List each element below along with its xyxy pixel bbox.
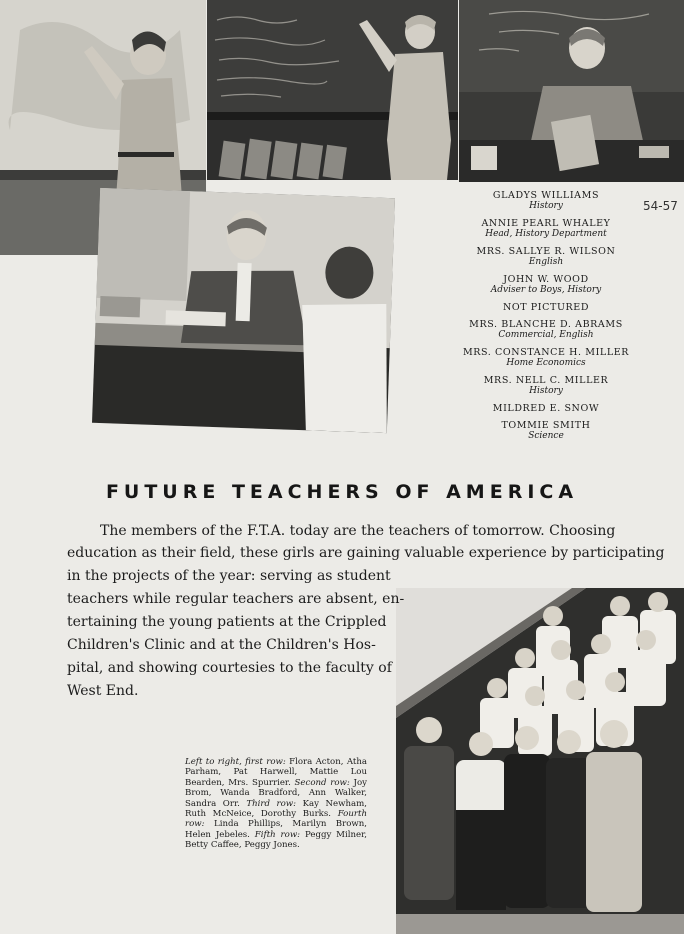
faculty-role: English	[528, 257, 564, 267]
faculty-role: Adviser to Boys, History	[490, 285, 602, 295]
body-line: in the projects of the year: serving as student	[67, 568, 391, 584]
faculty-name: MILDRED E. SNOW	[492, 403, 600, 414]
caption-row-label: Left to right, first row:	[185, 757, 290, 767]
caption-names: Kay Newham, Ruth McNeice, Dorothy Burks.	[185, 798, 367, 820]
body-line: teachers while regular teachers are absent, en-	[67, 591, 405, 607]
faculty-name: JOHN W. WOOD	[503, 274, 589, 285]
faculty-entry	[456, 375, 636, 397]
faculty-entry	[456, 420, 636, 442]
caption-names: Linda Phillips, Marilyn Brown, Helen Jebeles.	[185, 819, 368, 840]
faculty-entry	[456, 218, 636, 240]
faculty-entry	[456, 403, 636, 414]
faculty-role: Home Economics	[506, 358, 586, 368]
faculty-name: MRS. NELL C. MILLER	[483, 375, 609, 386]
body-line: Children's Clinic and at the Children's Hos-	[67, 637, 376, 653]
caption-names: Peggy Milner, Betty Caffee, Peggy Jones.	[185, 829, 367, 851]
faculty-entry	[456, 347, 636, 369]
photo-fta-group	[396, 588, 684, 934]
body-line: The members of the F.T.A. today are the teachers of tomorrow. Choosing	[100, 523, 616, 539]
caption-names: Flora Acton, Atha Parham, Pat Harwell, Mattie Lou Bearden, Mrs. Spurrier.	[185, 757, 367, 788]
faculty-name: GLADYS WILLIAMS	[492, 190, 600, 201]
caption-row-label: Fifth row:	[254, 829, 305, 840]
caption-names: Joy Brom, Wanda Bradford, Ann Walker, Sandra Orr.	[185, 777, 367, 809]
faculty-name: MRS. BLANCHE D. ABRAMS	[469, 319, 623, 330]
faculty-name: MRS. SALLYE R. WILSON	[476, 246, 616, 257]
not-pictured-heading: NOT PICTURED	[502, 302, 590, 313]
body-line: West End.	[67, 683, 139, 699]
faculty-name: TOMMIE SMITH	[501, 420, 591, 431]
faculty-entry	[456, 274, 636, 296]
faculty-role: History	[529, 386, 563, 396]
group-photo-caption	[185, 757, 367, 851]
body-line: tertaining the young patients at the Crippled	[67, 614, 387, 630]
faculty-role: History	[529, 201, 563, 211]
caption-row-label: Fourth row:	[185, 809, 367, 830]
faculty-name: MRS. CONSTANCE H. MILLER	[462, 347, 630, 358]
faculty-role: Science	[528, 431, 564, 441]
photo-teacher-at-chalkboard	[207, 0, 458, 180]
photo-counselor-with-student	[92, 188, 395, 433]
body-line: pital, and showing courtesies to the faculty of	[67, 660, 392, 676]
faculty-role: Commercial, English	[498, 330, 594, 340]
faculty-name: ANNIE PEARL WHALEY	[481, 218, 611, 229]
faculty-entry	[456, 319, 636, 341]
caption-row-label: Second row:	[294, 777, 354, 788]
faculty-entry	[456, 190, 636, 212]
faculty-role: Head, History Department	[485, 229, 607, 239]
page-number-note: 54-57	[643, 199, 678, 213]
faculty-entry	[456, 246, 636, 268]
body-line: education as their field, these girls are gaining valuable experience by participating	[67, 545, 665, 561]
photo-teacher-at-desk	[459, 0, 684, 182]
faculty-list	[456, 190, 636, 448]
section-title: FUTURE TEACHERS OF AMERICA	[105, 481, 579, 503]
caption-row-label: Third row:	[246, 798, 303, 809]
